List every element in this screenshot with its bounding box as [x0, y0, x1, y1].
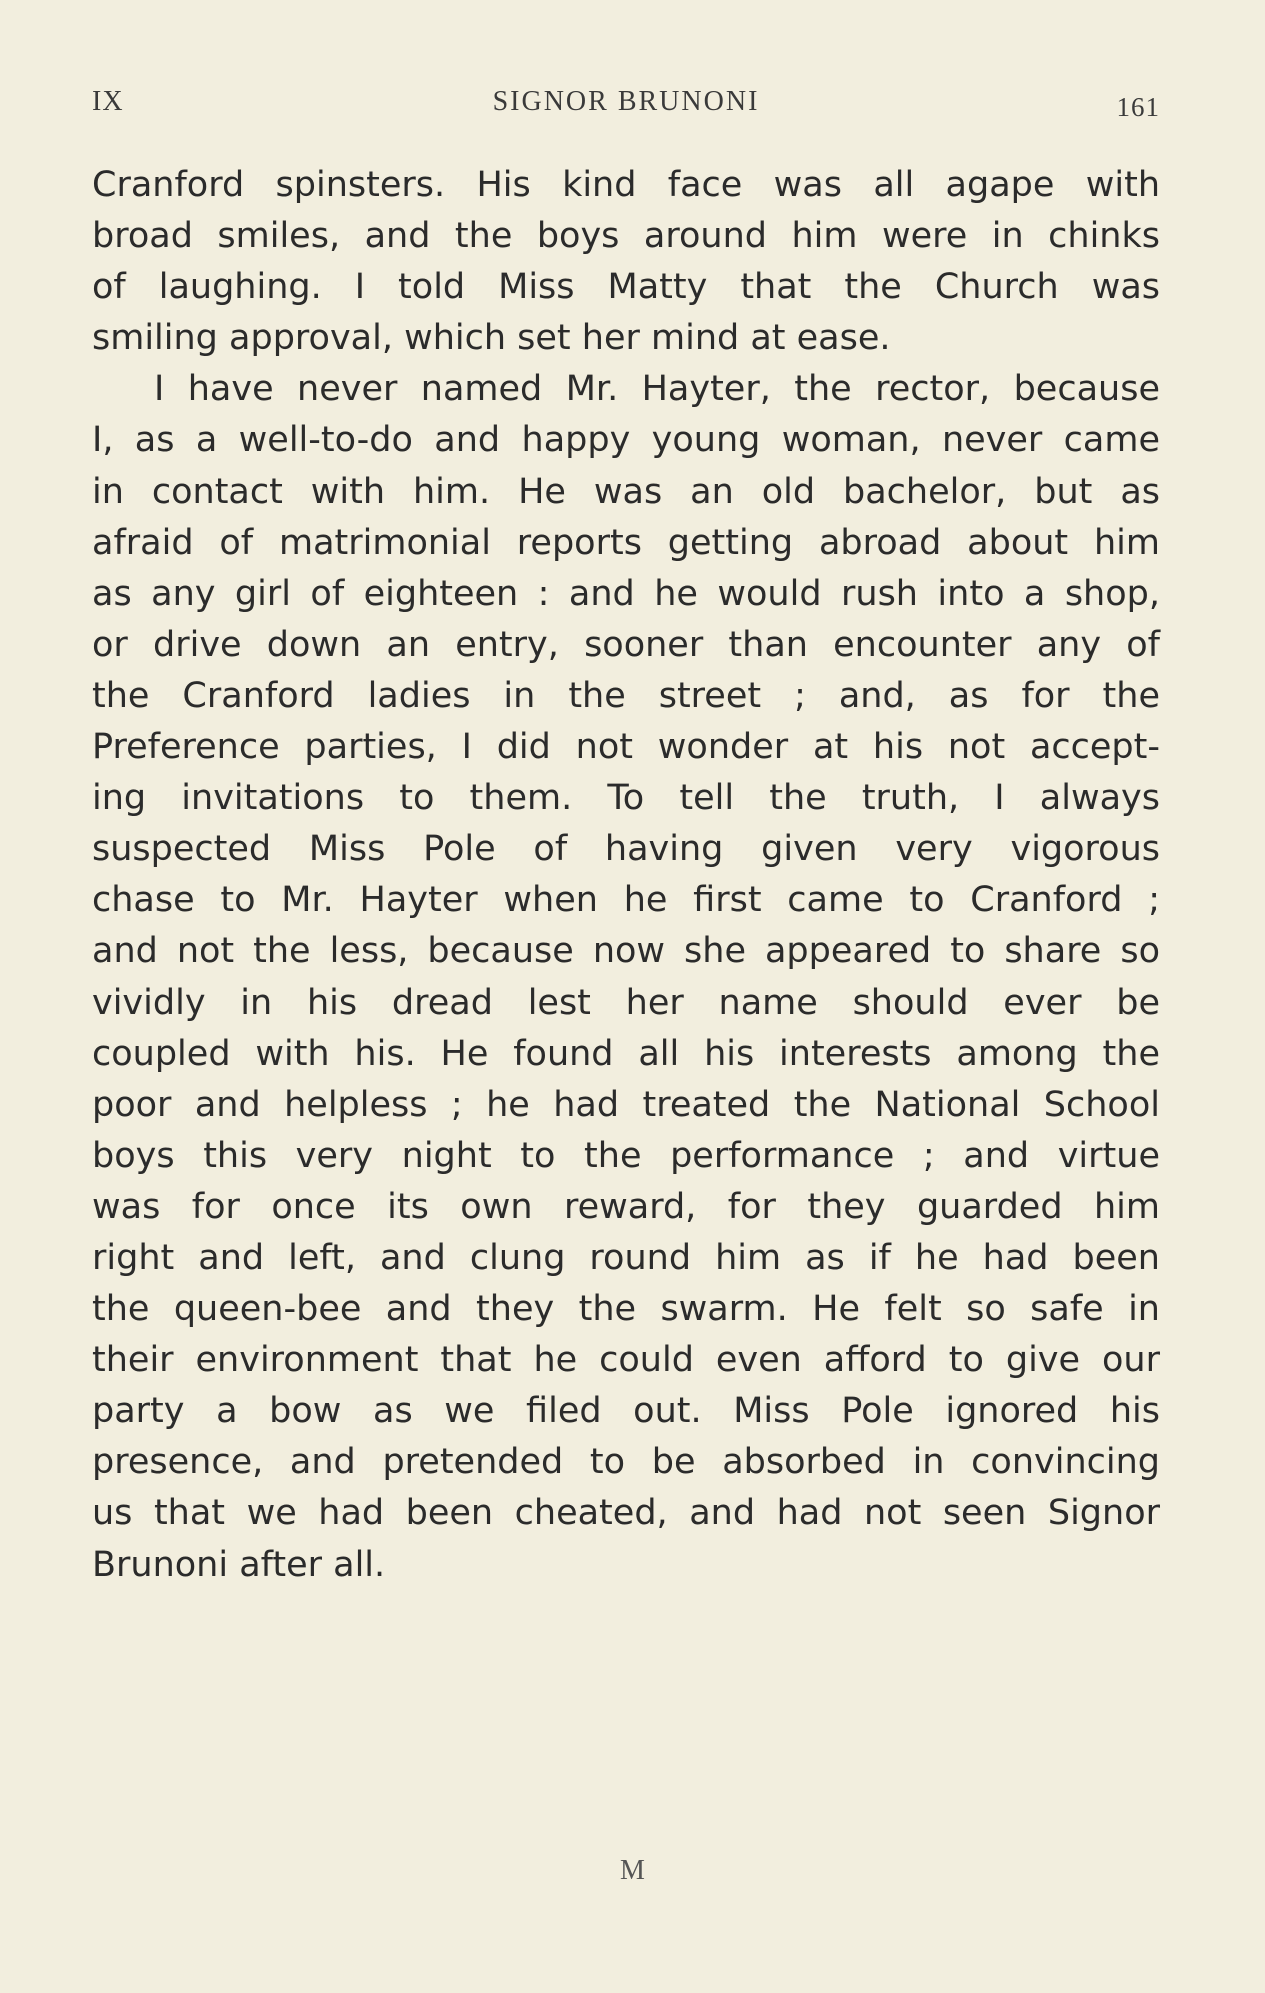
text-line: poor and helpless ; he had treated the National School [92, 1084, 1160, 1125]
text-line: right and left, and clung round him as if he had been [92, 1237, 1160, 1278]
page-number: 161 [1116, 92, 1160, 122]
text-line: or drive down an entry, sooner than encounter any of [92, 624, 1160, 665]
text-line: Cranford spinsters. His kind face was all agape with [92, 165, 1160, 205]
text-line: us that we had been cheated, and had not seen Signor [92, 1493, 1160, 1534]
text-line: chase to Mr. Hayter when he first came to Cranford ; [92, 880, 1160, 921]
text-line: of laughing. I told Miss Matty that the Church was [92, 267, 1160, 308]
text-line: the Cranford ladies in the street ; and, as for the [92, 675, 1160, 716]
text-line: broad smiles, and the boys around him were in chinks [92, 216, 1160, 257]
text-line: as any girl of eighteen : and he would rush into a shop, [92, 573, 1160, 614]
running-head [92, 86, 1160, 126]
text-line: was for once its own reward, for they guarded him [92, 1186, 1160, 1227]
text-line: the queen-bee and they the swarm. He felt so safe in [92, 1289, 1160, 1330]
text-line: coupled with his. He found all his interests among the [92, 1033, 1160, 1074]
text-line: smiling approval, which set her mind at ease. [92, 318, 891, 359]
text-line: Preference parties, I did not wonder at his not accept- [92, 727, 1160, 768]
body-text [92, 160, 1160, 1591]
text-line: Brunoni after all. [92, 1544, 386, 1585]
text-line: their environment that he could even afford to give our [92, 1340, 1160, 1381]
text-line: ing invitations to them. To tell the truth, I always [92, 778, 1160, 819]
text-line: presence, and pretended to be absorbed in convincing [92, 1442, 1160, 1483]
text-line: I have never named Mr. Hayter, the rector, because [154, 369, 1160, 410]
text-line: I, as a well-to-do and happy young woman, never came [92, 420, 1160, 461]
text-line: party a bow as we filed out. Miss Pole ignored his [92, 1391, 1160, 1432]
signature-mark: M [620, 1855, 645, 1886]
text-line: suspected Miss Pole of having given very vigorous [92, 829, 1160, 870]
text-line: vividly in his dread lest her name should ever be [92, 982, 1160, 1023]
text-line: boys this very night to the performance ; and virtue [92, 1135, 1160, 1176]
text-line: in contact with him. He was an old bachelor, but as [92, 471, 1160, 512]
chapter-number: IX [92, 86, 124, 117]
running-title: SIGNOR BRUNONI [492, 86, 760, 117]
text-line: and not the less, because now she appeared to share so [92, 931, 1160, 972]
text-line: afraid of matrimonial reports getting abroad about him [92, 522, 1160, 563]
